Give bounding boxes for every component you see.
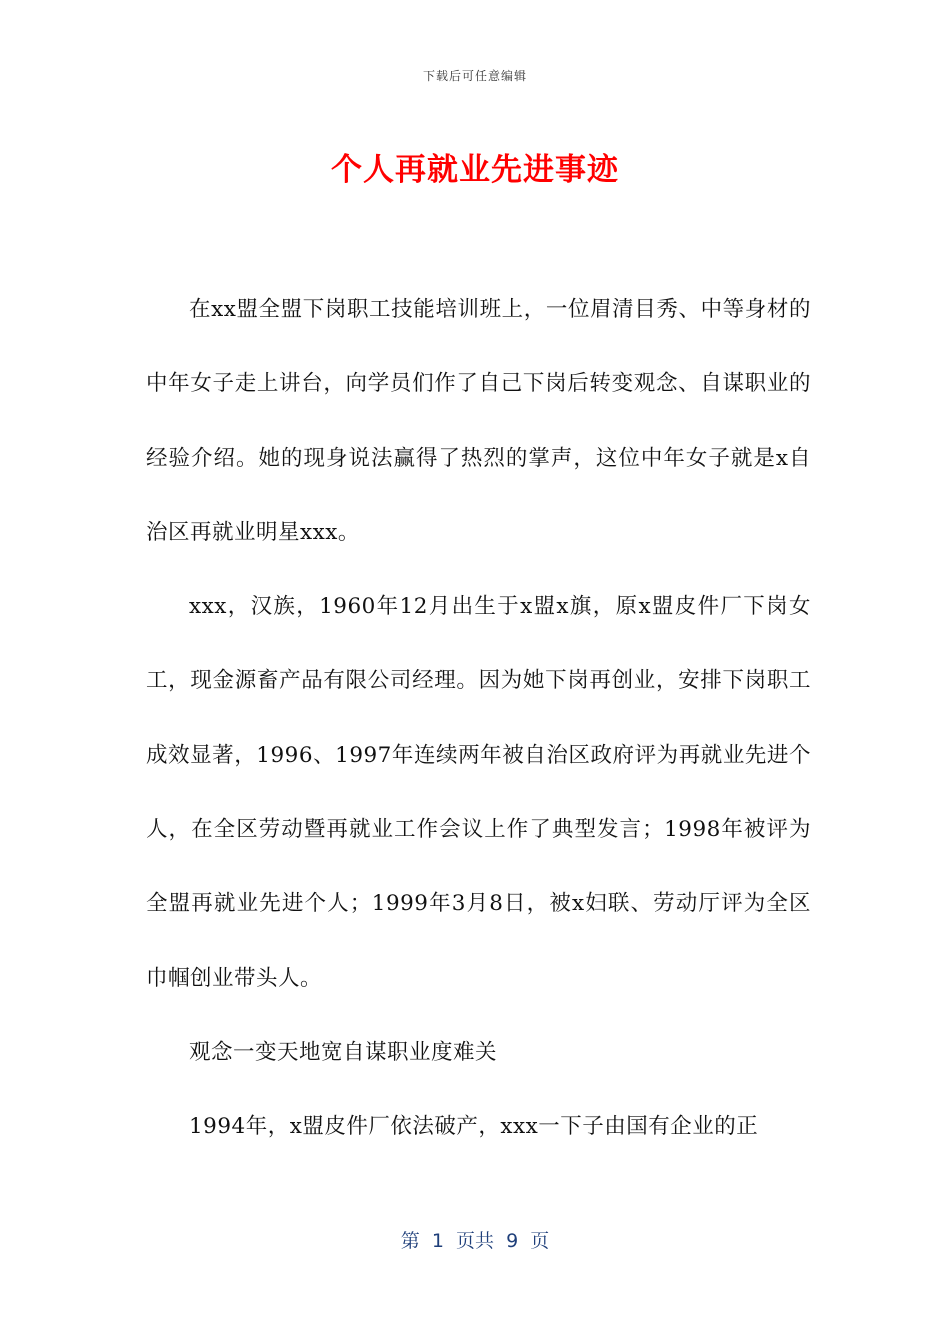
- page-number-footer: 第 1 页共 9 页: [400, 1230, 550, 1252]
- paragraph-3-subheading: 观念一变天地宽自谋职业度难关: [189, 1039, 498, 1065]
- paragraph-2: xxx，汉族，1960年12月出生于x盟x旗，原x盟皮件厂下岗女工，现金源畜产品有限公司经理。因为她下岗再创业，安排下岗职工成效显著，1996、1997年连续两年被自治区政府评为再就业先进个人，在全区劳动暨再就业工作会议上作了典型发言；1998年被评为全盟再就业先进个人；1999年3月8日，被x妇联、劳动厅评为全区巾帼创业带头人。: [146, 594, 811, 991]
- paragraph-4: 1994年，x盟皮件厂依法破产，xxx一下子由国有企业的正: [189, 1114, 759, 1140]
- header-note: 下载后可任意编辑: [422, 69, 527, 83]
- document-body: [146, 273, 811, 1165]
- document-title: 个人再就业先进事迹: [331, 152, 619, 188]
- paragraph-1: 在xx盟全盟下岗职工技能培训班上，一位眉清目秀、中等身材的中年女子走上讲台，向学员们作了自己下岗后转变观念、自谋职业的经验介绍。她的现身说法赢得了热烈的掌声，这位中年女子就是x自治区再就业明星xxx。: [146, 297, 811, 545]
